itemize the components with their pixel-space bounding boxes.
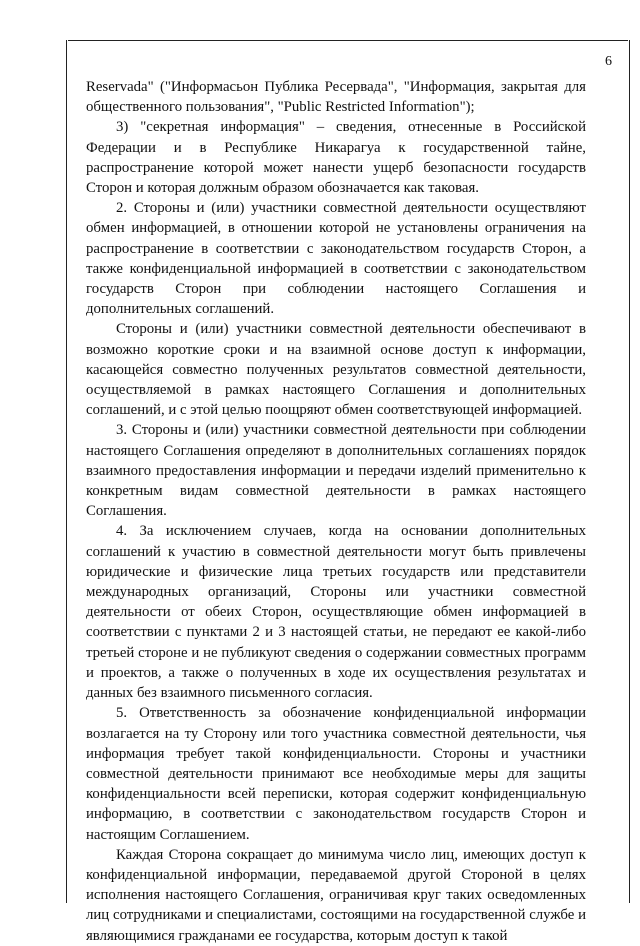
- paragraph-secret-info: 3) "секретная информация" – сведения, отнесенные в Российской Федерации и в Республике Никарагуа к государственной тайне, распространение которой может нанести ущерб безопасности государств Сторон и которая должным образом обозначается как таковая.: [86, 119, 586, 197]
- paragraph-continuation: Reservada" ("Информасьон Публика Ресервада", "Информация, закрытая для общественного пользования", "Public Restricted Information");: [86, 79, 586, 116]
- page-border-left: [66, 40, 67, 903]
- page-border-right: [629, 40, 630, 903]
- paragraph-access: Стороны и (или) участники совместной деятельности обеспечивают в возможно короткие сроки и на взаимной основе доступ к информации, касающейся совместно полученных результатов совместной деятельности, осуществляемой в рамках настоящего Соглашения и дополнительных соглашений, и с этой целью поощряют обмен соответствующей информацией.: [86, 321, 586, 419]
- document-body: [86, 77, 586, 946]
- page-border-top: [68, 40, 628, 41]
- paragraph-item-3: 3. Стороны и (или) участники совместной деятельности при соблюдении настоящего Соглашения определяют в дополнительных соглашениях порядок взаимного предоставления информации и передачи изделий применительно к конкретным видам совместной деятельности в рамках настоящего Соглашения.: [86, 422, 586, 520]
- page-number: 6: [605, 54, 612, 69]
- paragraph-minimize-access: Каждая Сторона сокращает до минимума число лиц, имеющих доступ к конфиденциальной информации, передаваемой другой Стороной в целях исполнения настоящего Соглашения, ограничивая круг таких осведомленных лиц сотрудниками и специалистами, состоящими на государственной службе и являющимися гражданами ее государства, которым доступ к такой: [86, 846, 586, 944]
- paragraph-item-4: 4. За исключением случаев, когда на основании дополнительных соглашений к участию в совместной деятельности могут быть привлечены юридические и физические лица третьих государств или представители международных организаций, Стороны или участники совместной деятельности от обеих Сторон, осуществляющие обмен информацией в соответствии с пунктами 2 и 3 настоящей статьи, не передают ее какой-либо третьей стороне и не публикуют сведения о содержании совместных программ и проектов, а также о полученных в ходе их осуществления результатах и данных без взаимного письменного согласия.: [86, 523, 586, 702]
- paragraph-item-2: 2. Стороны и (или) участники совместной деятельности осуществляют обмен информацией, в отношении которой не установлены ограничения на распространение в соответствии с законодательством государств Сторон, а также конфиденциальной информацией в соответствии с законодательством государств Сторон при соблюдении настоящего Соглашения и дополнительных соглашений.: [86, 200, 586, 318]
- paragraph-item-5: 5. Ответственность за обозначение конфиденциальной информации возлагается на ту Сторону или того участника совместной деятельности, чья информация требует такой конфиденциальности. Стороны и участники совместной деятельности принимают все необходимые меры для защиты конфиденциальности всей переписки, которая содержит конфиденциальную информацию, в соответствии с законодательством государств Сторон и настоящим Соглашением.: [86, 705, 586, 843]
